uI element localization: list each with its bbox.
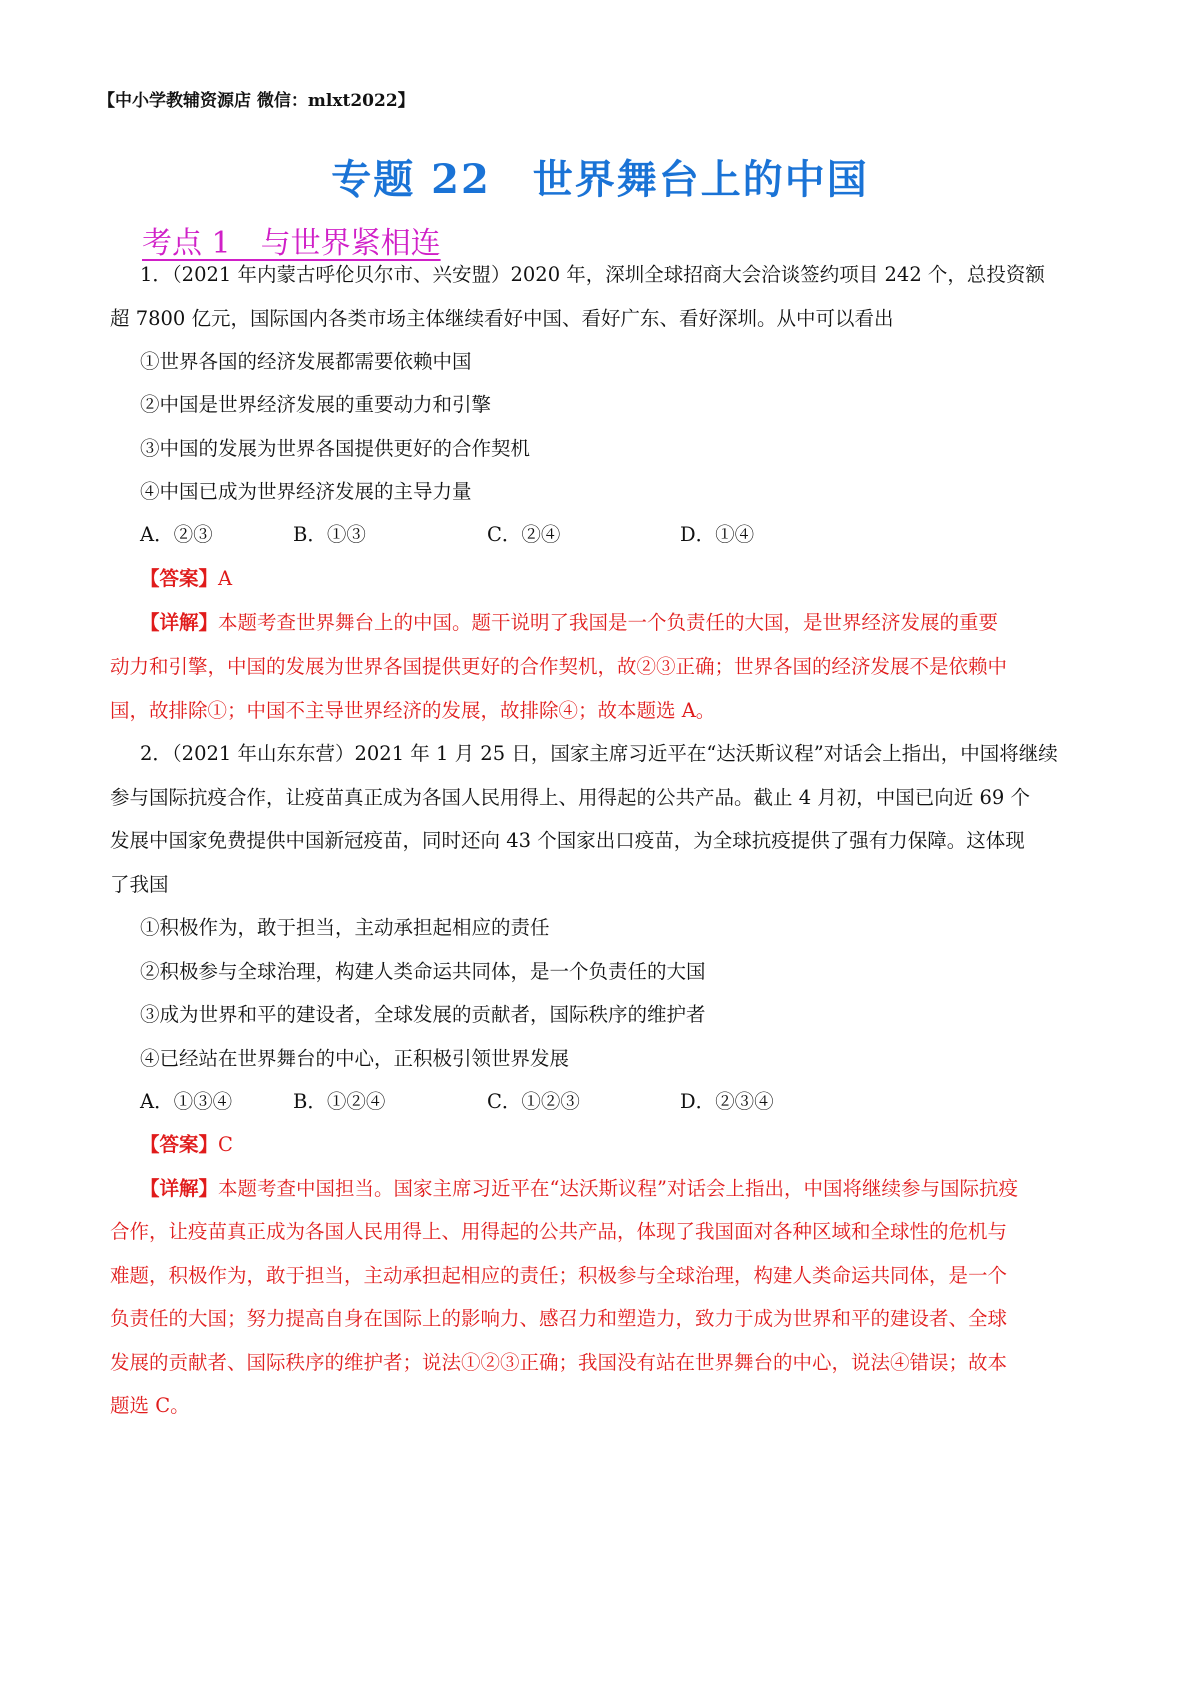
q2-answer-value: C [218, 1133, 233, 1156]
q1-statement: ①世界各国的经济发展都需要依赖中国 [140, 350, 472, 373]
q2-statement: ②积极参与全球治理，构建人类命运共同体，是一个负责任的大国 [140, 960, 706, 983]
q1-answer-label: 【答案】 [140, 567, 219, 590]
q2-option-a: A．①③④ [140, 1090, 233, 1113]
q1-answer [140, 565, 232, 593]
q2-detail-line: 题选 C。 [110, 1394, 190, 1417]
q2-stem-line: 了我国 [110, 873, 169, 896]
q2-detail-line: 合作，让疫苗真正成为各国人民用得上、用得起的公共产品，体现了我国面对各种区域和全球性的危机与 [110, 1220, 1008, 1243]
q2-stem-line: 参与国际抗疫合作，让疫苗真正成为各国人民用得上、用得起的公共产品。截止 4 月初，中国已向近 69 个 [110, 786, 1031, 809]
q1-options [140, 521, 755, 549]
q1-answer-value: A [218, 567, 233, 590]
q1-option-c: C．②④ [487, 523, 561, 546]
q2-detail-line: 发展的贡献者、国际秩序的维护者；说法①②③正确；我国没有站在世界舞台的中心，说法④错误；故本 [110, 1351, 1008, 1374]
q2-stem-line: 发展中国家免费提供中国新冠疫苗，同时还向 43 个国家出口疫苗，为全球抗疫提供了强有力保障。这体现 [110, 829, 1025, 852]
q2-answer [140, 1131, 233, 1159]
q2-statement: ①积极作为，敢于担当，主动承担起相应的责任 [140, 916, 550, 939]
q1-detail-label: 【详解】 [140, 611, 219, 634]
q1-detail-line: 动力和引擎，中国的发展为世界各国提供更好的合作契机，故②③正确；世界各国的经济发展不是依赖中 [110, 655, 1008, 678]
q1-statement: ③中国的发展为世界各国提供更好的合作契机 [140, 437, 531, 460]
q2-detail-text: 本题考查中国担当。国家主席习近平在“达沃斯议程”对话会上指出，中国将继续参与国际抗疫 [218, 1177, 1018, 1200]
q2-detail-label: 【详解】 [140, 1177, 219, 1200]
q2-detail-line: 难题，积极作为，敢于担当，主动承担起相应的责任；积极参与全球治理，构建人类命运共同体，是一个 [110, 1264, 1008, 1287]
q1-detail-line: 国，故排除①；中国不主导世界经济的发展，故排除④；故本题选 A。 [110, 699, 716, 722]
q1-detail-line [140, 609, 998, 637]
q1-statement: ②中国是世界经济发展的重要动力和引擎 [140, 393, 492, 416]
q1-option-a: A．②③ [140, 523, 213, 546]
q1-stem-line: 1．（2021 年内蒙古呼伦贝尔市、兴安盟）2020 年，深圳全球招商大会洽谈签约项目 242 个，总投资额 [140, 263, 1045, 286]
q1-detail-text: 本题考查世界舞台上的中国。题干说明了我国是一个负责任的大国，是世界经济发展的重要 [218, 611, 999, 634]
page-title: 专题 22 世界舞台上的中国 [331, 156, 869, 203]
q2-option-d: D．②③④ [680, 1090, 774, 1113]
q1-statement: ④中国已成为世界经济发展的主导力量 [140, 480, 472, 503]
q2-option-b: B．①②④ [293, 1090, 386, 1113]
q2-detail-line: 负责任的大国；努力提高自身在国际上的影响力、感召力和塑造力，致力于成为世界和平的建设者、全球 [110, 1307, 1008, 1330]
q1-option-b: B．①③ [293, 523, 366, 546]
section-title: 考点 1 与世界紧相连 [142, 226, 441, 261]
q2-statement: ③成为世界和平的建设者，全球发展的贡献者，国际秩序的维护者 [140, 1003, 706, 1026]
q1-stem-line: 超 7800 亿元，国际国内各类市场主体继续看好中国、看好广东、看好深圳。从中可以看出 [110, 307, 894, 330]
q1-option-d: D．①④ [680, 523, 755, 546]
q2-detail-line [140, 1175, 1018, 1203]
q2-option-c: C．①②③ [487, 1090, 580, 1113]
q2-options [140, 1088, 780, 1116]
q2-statement: ④已经站在世界舞台的中心，正积极引领世界发展 [140, 1047, 570, 1070]
q2-stem-line: 2．（2021 年山东东营）2021 年 1 月 25 日，国家主席习近平在“达沃斯议程”对话会上指出，中国将继续 [140, 742, 1058, 765]
q2-answer-label: 【答案】 [140, 1133, 219, 1156]
header-note: 【中小学教辅资源店 微信：mlxt2022】 [98, 91, 415, 111]
